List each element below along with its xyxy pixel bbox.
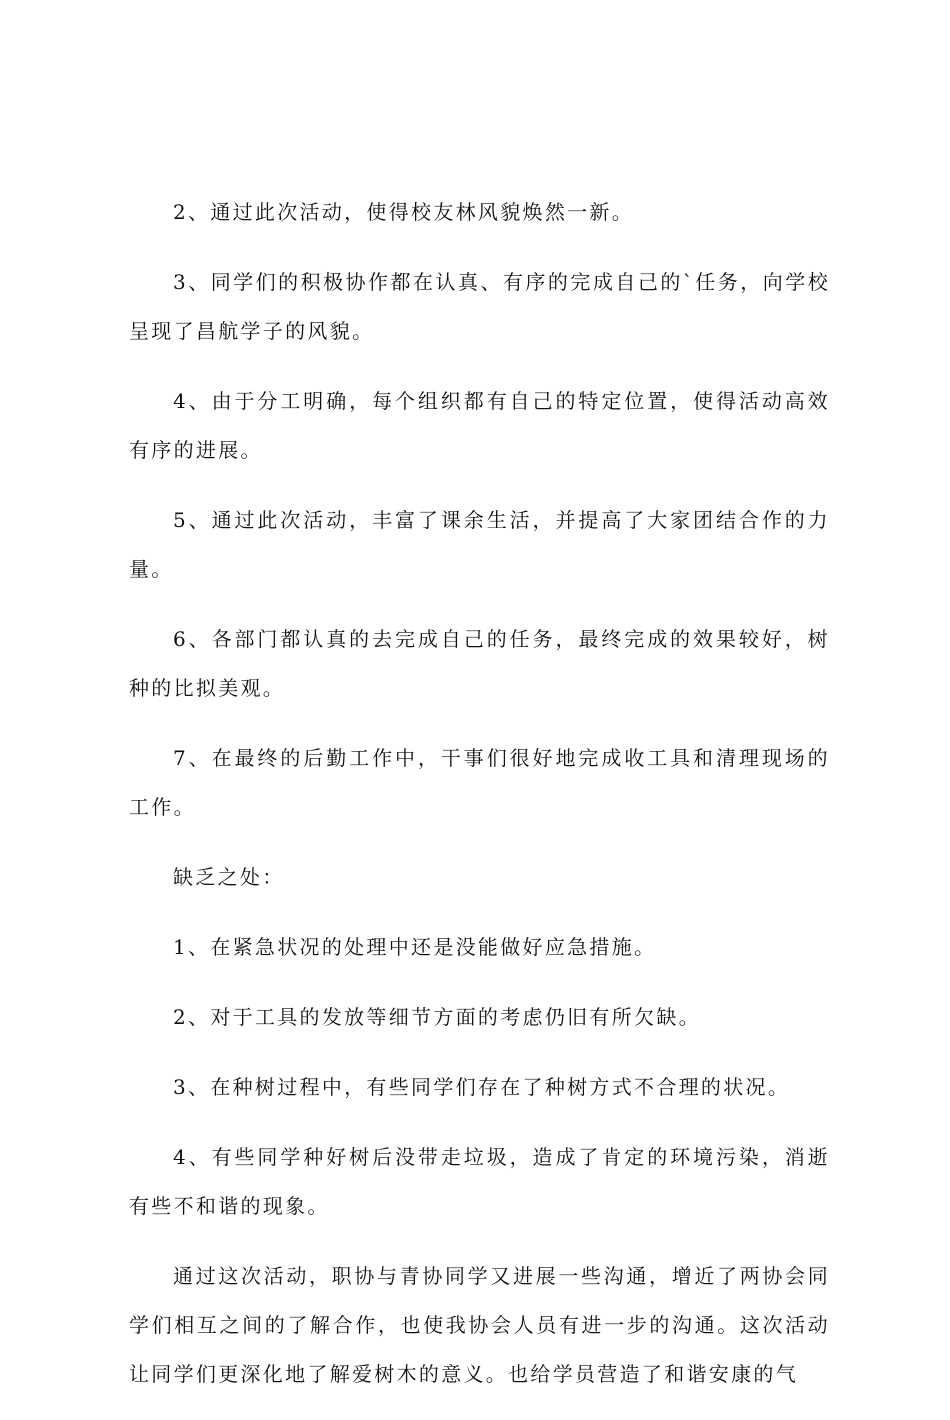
paragraph-conclusion: 通过这次活动，职协与青协同学又进展一些沟通，增近了两协会同学们相互之间的了解合作，也使我协会人员有进一步的沟通。这次活动让同学们更深化地了解爱树木的意义。也给学员营造了和谐安康的气	[129, 1264, 830, 1386]
paragraph-achievement-4: 4、由于分工明确，每个组织都有自己的特定位置，使得活动高效有序的进展。	[129, 389, 830, 462]
paragraph-achievement-7: 7、在最终的后勤工作中，干事们很好地完成收工具和清理现场的工作。	[129, 746, 830, 819]
paragraph-shortcoming-2: 2、对于工具的发放等细节方面的考虑仍旧有所欠缺。	[173, 1005, 701, 1029]
paragraph-achievement-2: 2、通过此次活动，使得校友林风貌焕然一新。	[173, 200, 635, 224]
paragraph-achievement-3: 3、同学们的积极协作都在认真、有序的完成自己的`任务，向学校呈现了昌航学子的风貌。	[129, 270, 830, 343]
section-heading-shortcomings: 缺乏之处：	[173, 865, 285, 889]
paragraph-shortcoming-4: 4、有些同学种好树后没带走垃圾，造成了肯定的环境污染，消逝有些不和谐的现象。	[129, 1145, 830, 1218]
paragraph-shortcoming-3: 3、在种树过程中，有些同学们存在了种树方式不合理的状况。	[173, 1075, 791, 1099]
paragraph-achievement-5: 5、通过此次活动，丰富了课余生活，并提高了大家团结合作的力量。	[129, 508, 830, 581]
document-body	[129, 188, 830, 1420]
paragraph-achievement-6: 6、各部门都认真的去完成自己的任务，最终完成的效果较好，树种的比拟美观。	[129, 627, 830, 700]
paragraph-shortcoming-1: 1、在紧急状况的处理中还是没能做好应急措施。	[173, 935, 657, 959]
